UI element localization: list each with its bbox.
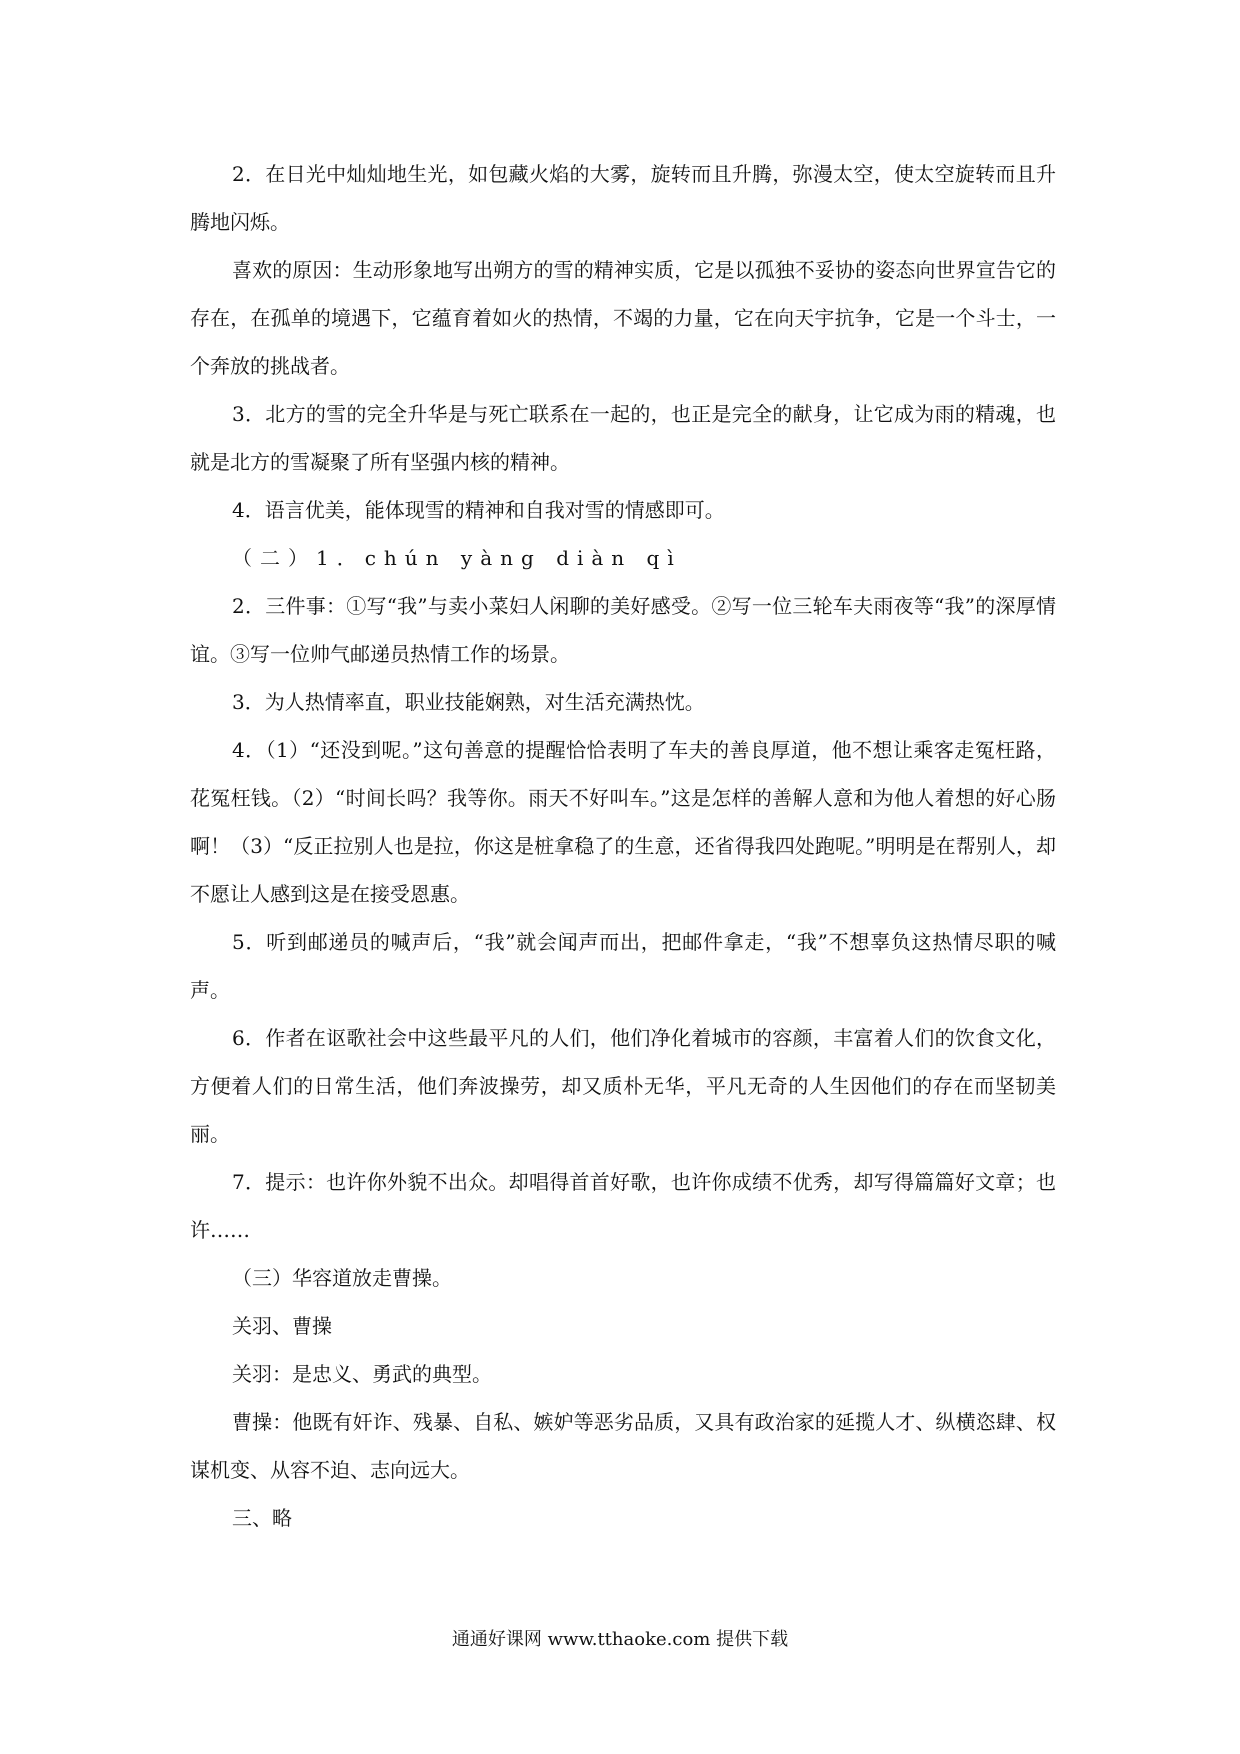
- answer-paragraph: 4．语言优美，能体现雪的精神和自我对雪的情感即可。: [232, 498, 725, 522]
- answer-paragraph: 3．为人热情率直，职业技能娴熟，对生活充满热忱。: [232, 690, 705, 714]
- answer-paragraph: 关羽：是忠义、勇武的典型。: [232, 1362, 492, 1386]
- answer-paragraph: 三、略: [232, 1506, 292, 1530]
- answer-paragraph: 3．北方的雪的完全升华是与死亡联系在一起的，也正是完全的献身，让它成为雨的精魂，也就是北方的雪凝聚了所有坚强内核的精神。: [190, 402, 1056, 474]
- answer-paragraph-pinyin: （二）1．chún yàng diàn qì: [232, 546, 682, 570]
- answer-paragraph: 6．作者在讴歌社会中这些最平凡的人们，他们净化着城市的容颜，丰富着人们的饮食文化，方便着人们的日常生活，他们奔波操劳，却又质朴无华，平凡无奇的人生因他们的存在而坚韧美丽。: [190, 1026, 1056, 1146]
- answer-paragraph: 2．三件事：①写“我”与卖小菜妇人闲聊的美好感受。②写一位三轮车夫雨夜等“我”的深厚情谊。③写一位帅气邮递员热情工作的场景。: [190, 594, 1056, 666]
- answer-paragraph: 关羽、曹操: [232, 1314, 332, 1338]
- answer-paragraph: 2．在日光中灿灿地生光，如包藏火焰的大雾，旋转而且升腾，弥漫太空，使太空旋转而且升腾地闪烁。: [190, 162, 1056, 234]
- answer-paragraph: 5．听到邮递员的喊声后，“我”就会闻声而出，把邮件拿走，“我”不想辜负这热情尽职的喊声。: [190, 930, 1056, 1002]
- page-footer: 通通好课网 www.tthaoke.com 提供下载: [451, 1629, 789, 1650]
- answer-paragraph: 喜欢的原因：生动形象地写出朔方的雪的精神实质，它是以孤独不妥协的姿态向世界宣告它的存在，在孤单的境遇下，它蕴育着如火的热情，不竭的力量，它在向天宇抗争，它是一个斗士，一个奔放的挑战者。: [190, 258, 1056, 378]
- answer-paragraph: （三）华容道放走曹操。: [232, 1266, 452, 1290]
- answer-paragraph: 曹操：他既有奸诈、残暴、自私、嫉妒等恶劣品质，又具有政治家的延揽人才、纵横恣肆、权谋机变、从容不迫、志向远大。: [190, 1410, 1056, 1482]
- answer-paragraph: 4．（1）“还没到呢。”这句善意的提醒恰恰表明了车夫的善良厚道，他不想让乘客走冤枉路，花冤枉钱。（2）“时间长吗？我等你。雨天不好叫车。”这是怎样的善解人意和为他人着想的好心肠啊！（3）“反正拉别人也是拉，你这是桩拿稳了的生意，还省得我四处跑呢。”明明是在帮别人，却不愿让人感到这是在接受恩惠。: [190, 738, 1056, 906]
- answer-paragraph: 7．提示：也许你外貌不出众。却唱得首首好歌，也许你成绩不优秀，却写得篇篇好文章；也许……: [190, 1170, 1056, 1242]
- answer-content: [190, 150, 1056, 1542]
